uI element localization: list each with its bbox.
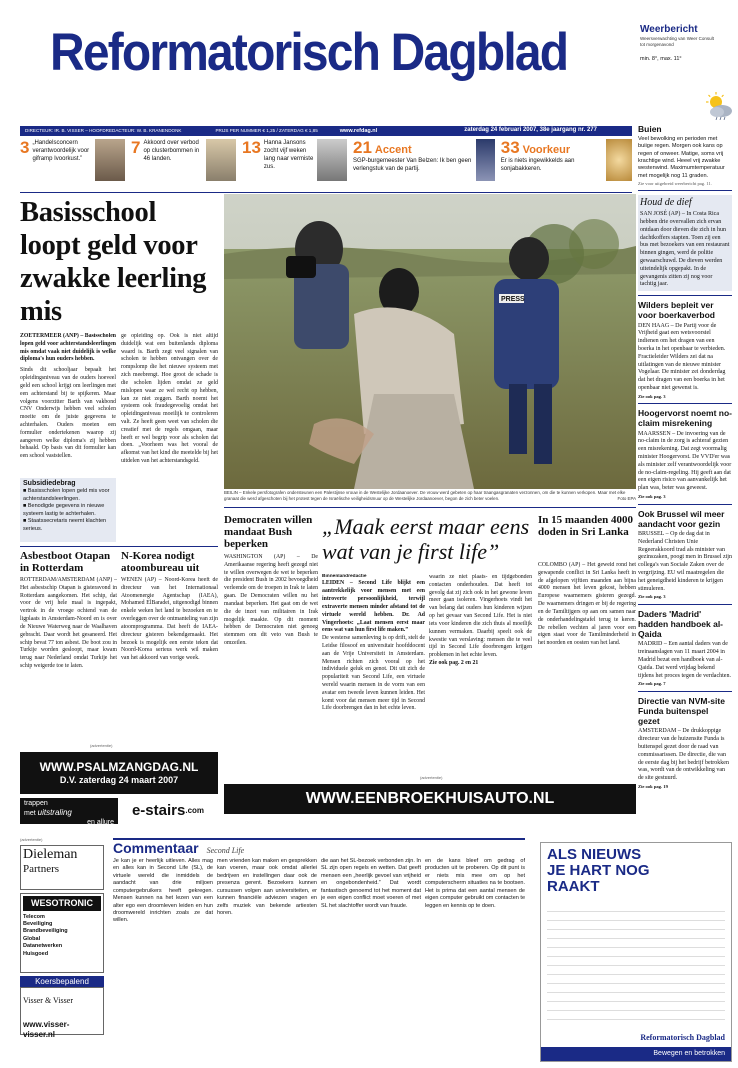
weather-sub: Weersverwachting van Weer Consult (640, 36, 714, 41)
divider (638, 504, 732, 505)
dieleman-name: Dieleman (23, 846, 78, 862)
estairs-tld: .com (185, 806, 205, 816)
wilders-title: Wilders bepleit ver voor boerkaverbod (638, 300, 715, 321)
hoogervorst-text: MAARSSEN – De invoering van de no-claim in de zorg is achteraf gezien een misrekening. Dat zegt voormalig minister Hoogervorst. De VVD'er was als minister zelf verantwoordelijk voor de no-claim-regeling. Hij geeft aan dat een eigen risico van aanvankelijk het plan was, beter was geweest. (638, 430, 732, 492)
lead-box (20, 478, 116, 542)
subscription-form[interactable] (547, 903, 725, 1021)
directie-text: AMSTERDAM – De drukkoppige directeur van de huizensite Funda is buitenspel gezet door de raad van commissarissen. De directie, die van de eerste dag bij het bedrijf betrokken was, wordt van de ontwikkeling van de site gestuurd. (638, 728, 729, 782)
commentaar-col-4: en de kans bleef om gedrag of producten uit te proberen. Op dit punt is er niets mis mee om op het computerscherm situaties na te bootsen. Het is prima dat een aantal mensen de eigen computer gebruikt om contacten te leggen en kennis op te doen. (425, 858, 525, 909)
teaser-text: „Handelsconcern verantwoordelijk voor giframp Ivoorkust.” (32, 140, 90, 163)
wilders-more[interactable]: Zie ook pag. 3 (638, 393, 666, 399)
teaser-thumbnail (476, 139, 495, 181)
teaser-keyword: Voorkeur (522, 144, 571, 156)
wesotronic-item: Telecom (23, 913, 45, 920)
srilanka-title[interactable]: In 15 maanden 4000 doden in Sri Lanka (538, 514, 634, 538)
commentaar-subtitle: Second Life (206, 846, 245, 855)
lead-box-item: ■ Basisscholen lopen geld mis voor achterstandsleerlingen. (23, 488, 110, 502)
daders-more[interactable]: Zie ook pag. 7 (638, 681, 666, 687)
directie-title: Directie van NVM-site Funda buitenspel gezet (638, 695, 725, 727)
psalm-date: D.V. zaterdag 24 maart 2007 (59, 774, 179, 785)
weather-title: Weerbericht (640, 24, 698, 35)
estairs-logo (118, 798, 218, 824)
commentaar-title: Commentaar (113, 840, 199, 856)
teaser-thumbnail (95, 139, 125, 181)
wesotronic-item: Global (23, 935, 41, 942)
houd-title: Houd de dief (640, 197, 692, 209)
divider (638, 604, 732, 605)
nkorea-text: WENEN (AP) – Noord-Korea heeft de directeur van het Internationaal Atoomenergie Agentschap (IAEA), Mohamed ElBaradei, uitgenodigd binnen enkele weken het land te bezoeken en te overleggen over de ontmanteling van zijn atoomprogramma. Dat heeft de IAEA-directeur gisteren bekendgemaakt. Het bezoek is mogelijk een eerste teken dat Noord-Korea serieus werk wil maken van het akkoord van vorige week. (121, 577, 218, 662)
secondlife-column-2 (429, 574, 532, 740)
commentaar-col-1: Je kan je er heerlijk uitleven. Alles mag en alles kan in Second Life (SL), de virtuele wereld die inmiddels de aandacht van drie miljoen computergebruikers heeft gekregen. Mensen kunnen na het lezen van een alter ego een droomleven leiden en hun droomwereld inrichten zoals ze dat willen. (113, 858, 213, 924)
advertisement-label: (advertentie) (90, 743, 113, 748)
trappen-line: en allure (87, 818, 114, 826)
dieleman-ad[interactable] (20, 845, 104, 890)
lead-box-title: Subsidiedebrag (23, 480, 76, 487)
divider (638, 190, 732, 191)
commentaar-col-2: men vrienden kan maken en gesprekken kan voeren, maar ook omdat allerlei bedrijven en instellingen daar ook de presenza gerent. Bezoekers kunnen cursussen volgen aan universiteiten, er kunnen financiële adviezen vragen en zelfs muziek van bekende artiesten horen. (217, 858, 317, 916)
weather-sub2: tot morgenavond (640, 41, 674, 47)
visser-url[interactable]: www.visser-visser.nl (23, 1019, 70, 1039)
trappen-line: trappen (24, 800, 48, 807)
masthead-date: zaterdag 24 februari 2007, 38e jaargang nr. 277 (464, 127, 597, 134)
divider (20, 192, 632, 193)
masthead-title: Reformatorisch Dagblad (50, 23, 568, 82)
teaser-thumbnail (317, 139, 347, 181)
lead-box-item: ■ Staatssecretaris neemt klachten serieus. (23, 518, 107, 532)
visser-ad[interactable] (20, 987, 104, 1039)
wesotronic-item: Beveiliging (23, 921, 53, 928)
teaser-item[interactable] (501, 139, 632, 191)
photo-caption-text: BEILIN – Enkele persfotografen ondersteunen een Palestijnse vrouw in de Westelijke Jordaanoever. De vrouw werd gebeten op haar traangasgranaten verzonnen, om die te kunnen verkopen. Maar met elke granaat die werd afgeschoten bij het protest tegen de Israëlische veiligheidsmuur op de Westelijke Jordaanoever, begon de zich beter voelen. (224, 490, 626, 501)
nkorea-title[interactable]: N-Korea nodigt atoombureau uit (121, 550, 200, 574)
secondlife-intro: LEIDEN – Second Life blijkt een aantrekkelijk voor mensen met een introverte persoonlijkheid, terwijl extraverte mensen minder afstand tot de virtuele wereld hebben. Dr. Ad Vingerhoets: „Laat mensen eerst maar eens wat van hun first life maken.” (322, 580, 425, 634)
koers-banner: Koersbepalend (20, 976, 104, 988)
wesotronic-item: Brandbeveiliging (23, 928, 68, 935)
teaser-page-number: 33 (500, 139, 520, 157)
secondlife-more[interactable]: Zie ook pag. 2 en 21 (429, 659, 479, 666)
lead-box-text: Benodigde gegevens in nieuwe systeem lastig te achterhalen. (23, 503, 105, 517)
houd-box (638, 195, 732, 291)
lead-headline[interactable]: Basisschool loopt geld voor zwakke leerling mis (20, 197, 207, 327)
teaser-item[interactable] (242, 139, 347, 191)
lead-column-2 (121, 333, 218, 497)
estairs-brand: e-stairs (131, 802, 186, 819)
lead-body-2: ge opleiding op. Ook is niet altijd duidelijk wat een buitenlands diploma waard is. Barth zegt veel signalen van scholen te hebben ontvangen over de rompslomp die het nieuwe systeem met zich meebrengt. Hoe groot de schade is die scholen lijden omdat ze geld mislopen waar ze wel recht op hebben, kan ze niet zeggen. Barth noemt het systeem ook fraudegevoelig omdat het opleidingsniveau moeilijk te controleren valt. Ze heeft geen weet van scholen die creatief met de regels omgaan, maar heeft er wel begrip voor als scholen dat doen. „Voorheen was het vooral de afkomst van het kind die meetelde bij het uitdelen van het achterstandsgeld. (121, 333, 218, 464)
hoogervorst-more[interactable]: Zie ook pag. 3 (638, 494, 666, 500)
srilanka-text: COLOMBO (AP) – Het geweld rond het gewapende conflict in Sri Lanka heeft in de afgelopen vijftien maanden aan bijna 4000 mensen het leven gekost, hebben Europese waarnemers gisteren gezegd. De waarnemers dringen er bij de regering en de Tamiltijgers op aan om samen naar de onderhandelingstafel terug te keren. De rebellen vechten al jaren voor een eigen staat voor de Tamilminderheid in het noorden en oosten van het land. (538, 562, 636, 647)
houd-text: SAN JOSÉ (AP) – In Costa Rica hebben drie overvallen zich ervan ontdaan door dieven die zich in hun dachtkoffers stapten. Toen zij een bus met bezoekers van een restaurant binnen gingen, werd de politie gewaarschuwd. De dieven werden uiteindelijk opgepakt. In de gevangenis zitten zij nog voor tachtig jaar. (640, 211, 730, 288)
teaser-keyword: Accent (374, 144, 412, 156)
advertisement-label: (advertentie) (420, 775, 443, 780)
teaser-item[interactable] (131, 139, 236, 191)
commentaar-col-3: die aan het SL-bezoek verbonden zijn. In SL zijn open regels en wetten. Dat geeft mensen een „heerlijk gevoel van vrijheid en ongebondenheid.” Dat wordt fantastisch genoemd tot het moment dat je een eigen conflict moet voeren of met SL het slachtoffer wordt van fraude. (321, 858, 421, 909)
teaser-thumbnail (206, 139, 236, 181)
photo-caption (224, 490, 636, 502)
trappen-word: uitstraling (37, 808, 72, 818)
psalm-url: WWW.PSALMZANGDAG.NL (39, 760, 199, 775)
brussel-more[interactable]: Zie ook pag. 3 (638, 594, 666, 600)
teaser-item[interactable] (20, 139, 125, 191)
nieuws-logo: Reformatorisch Dagblad (640, 1033, 725, 1043)
lead-column-1 (20, 333, 116, 476)
hoogervorst-title: Hoogervorst noemt no-claim misrekening (638, 408, 732, 429)
daders-title: Daders 'Madrid' hadden handboek al-Qaida (638, 608, 724, 640)
brussel-title: Ook Brussel wil meer aandacht voor gezin (638, 508, 725, 529)
trappen-line (24, 808, 114, 818)
teaser-text: Er is niets ingewikkelds aan sonjabakkeren. (500, 158, 575, 173)
commentaar-header (113, 838, 525, 854)
teaser-item[interactable] (353, 139, 495, 191)
divider (638, 403, 732, 404)
buien-text: Veel bewolking en perioden met buiige regen. Morgen ook kans op regen of onweer. Matige, soms vrij krachtige wind. Heeel vrij zwakke westenwind. Maximumtemperatuur met mogelijk nog 11 graden. (638, 136, 725, 179)
wesotronic-item: Datanetwerken (23, 943, 63, 950)
visser-name: Visser & Visser (23, 996, 73, 1006)
asbest-text: ROTTERDAM/AMSTERDAM (ANP) – Het asbestschip Otapan is gisteravond in Rotterdam aangekomen. Het schip, dat voor de vrij hele maal is ingepakt, vertrok in de vroege ochtend van de ligplaats in Amsterdam-Noord en is over de Nieuwe Waterweg naar de Waalhaven gebracht. Daar wordt het gesaneerd. Het schip bevat 77 ton asbest. De boot zou in Turkije worden gesloopt, maar kwam terug naar Nederland omdat Turkije het schip weigerde toe te laten. (20, 577, 117, 669)
democraten-title[interactable]: Democraten willen mandaat Bush beperken (224, 514, 313, 550)
teaser-page-number: 7 (131, 139, 141, 157)
psalmzangdag-ad[interactable] (20, 752, 218, 794)
wesotronic-logo: WESOTRONIC (23, 896, 101, 911)
eenbroekhuisauto-ad[interactable]: WWW.EENBROEKHUISAUTO.NL (224, 784, 636, 814)
divider (638, 691, 732, 692)
nieuws-title: ALS NIEUWS JE HART NOG RAAKT (547, 846, 650, 895)
bottom-left-ads (20, 838, 104, 1060)
sun-cloud-icon (705, 92, 733, 120)
teaser-text: Hanna Jansons zocht vijf weken lang naar vermiste zus. (263, 140, 314, 171)
divider (20, 546, 218, 547)
masthead-directors: DIRECTEUR: IR. B. VISSER – HOOFDREDACTEUR: W. B. KRANENDONK (25, 128, 182, 134)
teaser-strip (20, 139, 632, 191)
trappen-slogan (20, 798, 118, 824)
divider (638, 295, 732, 296)
masthead-bar (20, 126, 632, 136)
divider (224, 507, 636, 508)
secondlife-quote[interactable]: „Maak eerst maar eens wat van je first life” (322, 514, 530, 564)
advertisement-label: (advertentie) (20, 837, 43, 842)
buien-more: Zie voor uitgebreid weerbericht pag. 11. (638, 180, 712, 186)
teaser-text: SGP-burgemeester Van Belzen: Ik ben geen verlengstuk van de partij. (353, 158, 472, 173)
photo-credit: Foto EPA (617, 495, 636, 501)
wilders-text: DEN HAAG – De Partij voor de Vrijheid gaat een wetsvoorstel indienen om het dragen van een boerka in het openbaar te verbieden. Fractieleider Wilders zei dat na uitlatingen van de nieuwe minister Vogelaar. De minister zei donderdag dat het dragen van een boerka in het openbaar niet gewenst is. (638, 322, 726, 391)
trappen-word: met (24, 810, 36, 818)
estairs-ad[interactable] (20, 798, 218, 824)
wesotronic-ad[interactable] (20, 893, 104, 973)
daders-text: MADRID – Een aantal daders van de treinaanslagen van 11 maart 2004 in Madrid bezat een handboek van al-Qaida. Dat werd vrijdag bekend tijdens het proces tegen de verdachten. (638, 641, 731, 679)
lead-box-text: Staatssecretaris neemt klachten serieus. (23, 518, 107, 532)
dieleman-partners: Partners (23, 862, 60, 875)
secondlife-body: De westerse samenleving is op drift, stelt de Leidse filosoof en universitair hoofddocent aan de Vrije Universiteit in Amsterdam. Mensen richten zich vooral op het individuele geluk en genot. Dit uit zich de populariteit van Second Life, een virtuele wereld waarin mensen in de vorm van een avatar een tweede leven kunnen leiden. Het komt voor dat mensen meer tijd in Second Life doorbrengen dan in het echte leven. (322, 635, 425, 712)
secondlife-body-2: waarin ze niet plaats- en tijdgebonden contacten onderhouden. Dat heeft tot gevolg dat zij zich ook in het gewone leven meer gaan isoleren. Vingerhoets vindt het van belang dat ouders hun kinderen wijzen op het gevaar van Second Life. Het is niet iets voor kinderen die zich thuis al moeilijk kunnen vermaken. Daarbij speelt ook de kwestie van verslaving: mensen die te veel tijd in Second Life doorbrengen krijgen problemen in het echte leven. (429, 574, 532, 659)
teaser-text: Akkoord over verbod op clusterbommen in 46 landen. (143, 140, 200, 163)
teaser-page-number: 3 (20, 139, 30, 157)
teaser-page-number: 21 (353, 139, 372, 157)
democraten-text: WASHINGTON (AP) – De Amerikaanse regering heeft gezegd niet te willen overwegen de wet te beperken die president Bush in 2002 bevoegdheid verleende om de troepen in Irak te laten gaan. De Democraten willen nu het mandaat beperken. Het gaat om de wet die de inzet van militairen in Irak mogelijk maakte. Op dit moment hebben de Democraten niet genoeg stemmen om dit veto van Bush te omzeilen. (224, 554, 318, 646)
teaser-page-number: 13 (242, 139, 261, 157)
masthead-url[interactable]: www.refdag.nl (339, 127, 378, 134)
weather-temp: min. 8°, max. 11° (640, 55, 682, 62)
masthead-price: PRIJS PER NUMMER € 1,25 / ZATERDAG € 1,85 (215, 128, 318, 134)
buien-title: Buien (638, 124, 662, 134)
lead-intro: ZOETERMEER (ANP) – Basisscholen lopen geld voor achterstandsleerlingen mis omdat vaak niet duidelijk is welke diploma's hun ouders hebben. (20, 333, 116, 363)
asbest-title[interactable]: Asbestboot Otapan in Rotterdam (20, 550, 111, 574)
secondlife-column-1 (322, 574, 425, 740)
right-column (638, 124, 732, 789)
weather-box (640, 24, 732, 62)
brussel-text: BRUSSEL – Op de dag dat in Nederland Christen Unie Regeerakkoord trad als minister van gezinszaken, poogt men in Brussel zijn collega's van Sociale Zaken over de vergrijzing. EU wil maatregelen die het geneigdheid kinderen te krijgen stimuleren. (638, 530, 732, 592)
secondlife-byline: Binnenlandredactie (322, 574, 367, 579)
lead-photo (224, 194, 636, 489)
wesotronic-item: Huisgoed (23, 950, 49, 957)
lead-body-1: Sinds dit schooljaar bepaalt het opleidingsniveau van de ouders hoeveel geld een school krijgt om leerlingen met een achterstand bij te spijkeren. Maar volgens voorzitter Barth van vakbond CNV Onderwijs hebben veel scholen moeite om de juiste gegevens te achterhalen. Ouders moeten een formulier ondertekenen waarop zij aangeven welke diploma's zij hebben behaald. Op basis van dit formulier kan een school vaststellen. (20, 367, 116, 460)
press-label: PRESS (501, 296, 525, 303)
directie-more[interactable]: Zie ook pag. 19 (638, 783, 668, 789)
nieuws-subscription-ad[interactable] (540, 842, 732, 1062)
teaser-thumbnail (606, 139, 632, 181)
lead-box-item: ■ Benodigde gegevens in nieuwe systeem lastig te achterhalen. (23, 503, 105, 517)
nieuws-tagline: Bewegen en betrokken (541, 1047, 731, 1061)
lead-box-text: Basisscholen lopen geld mis voor achterstandsleerlingen. (23, 488, 110, 502)
